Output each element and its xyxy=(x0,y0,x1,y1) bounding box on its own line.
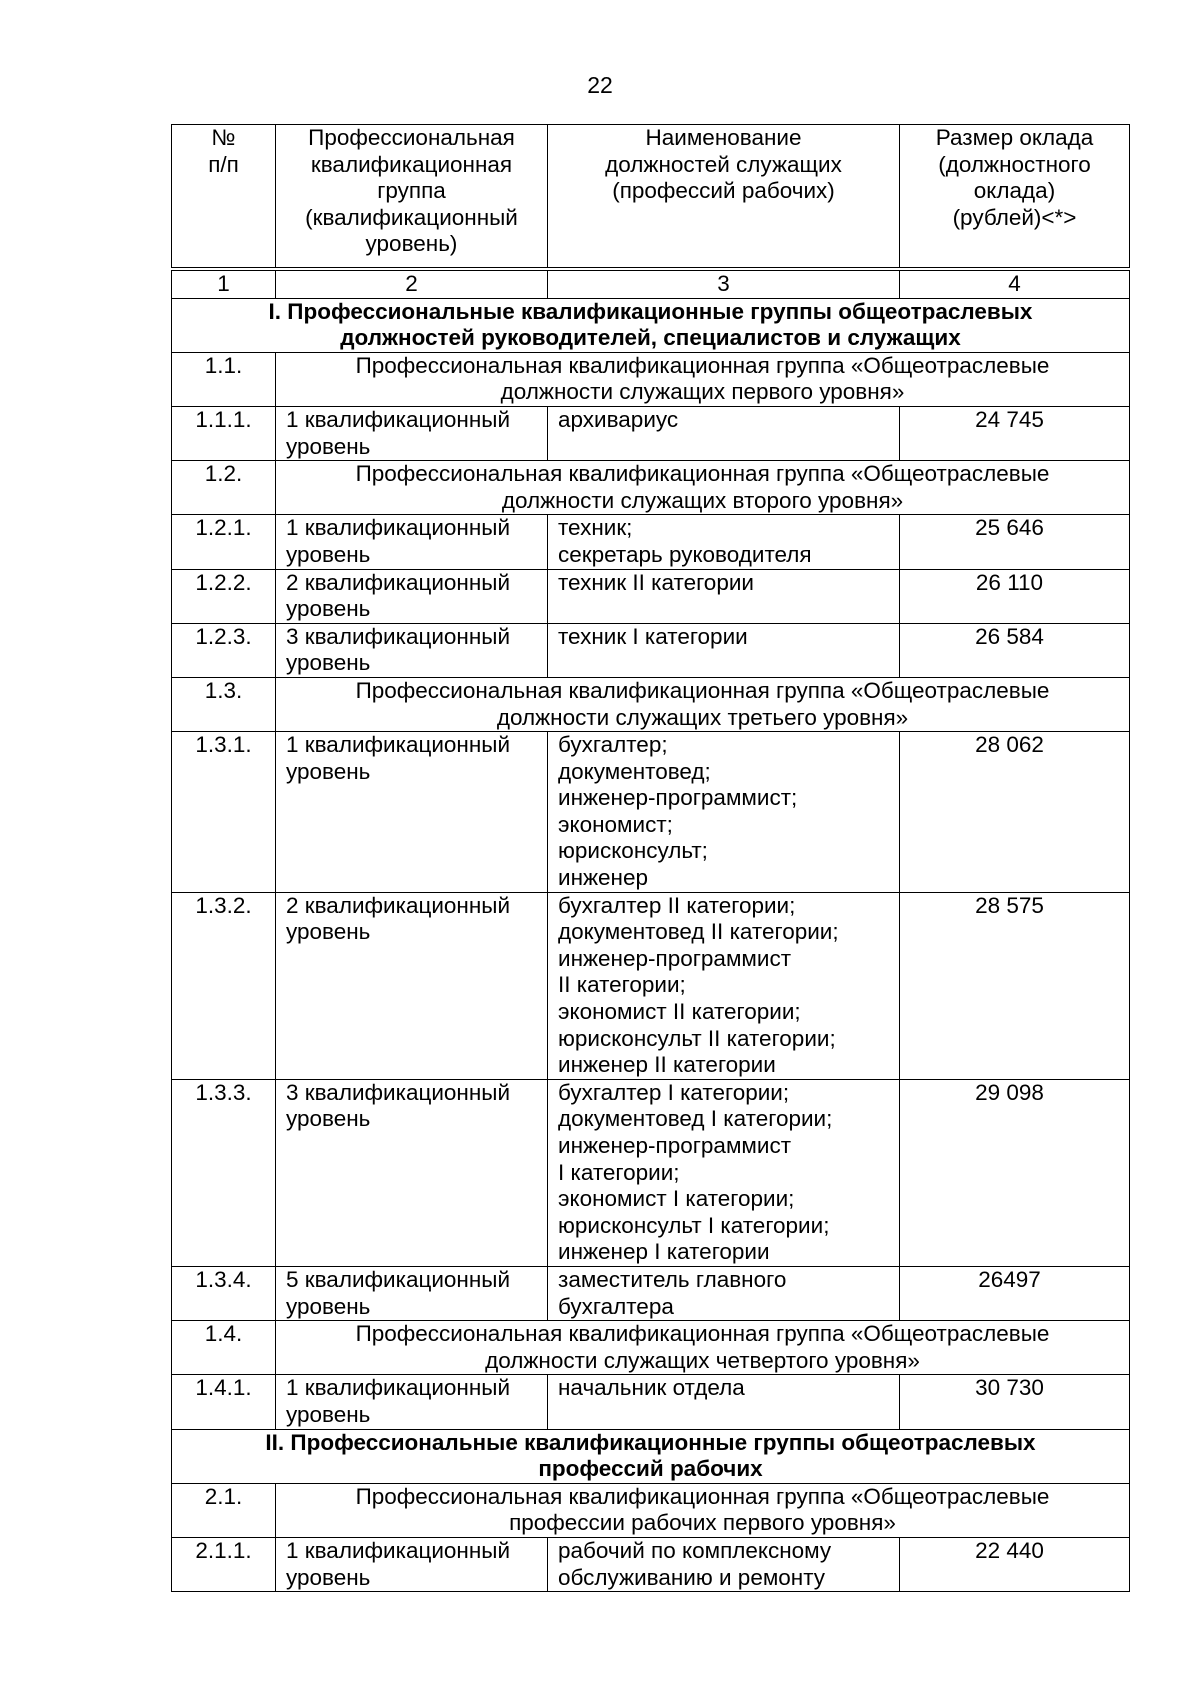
position-names: техник I категории xyxy=(548,623,900,677)
salary-table xyxy=(171,124,1130,1592)
qualification-level: 3 квалификационный уровень xyxy=(276,1079,548,1266)
row-number: 1.1. xyxy=(172,352,276,406)
column-number: 4 xyxy=(900,269,1130,298)
qualification-level: 2 квалификационный уровень xyxy=(276,569,548,623)
table-row xyxy=(172,1375,1130,1429)
header-positions: Наименование должностей служащих (профессий рабочих) xyxy=(548,125,900,270)
qualification-level: 3 квалификационный уровень xyxy=(276,623,548,677)
column-number: 2 xyxy=(276,269,548,298)
row-number: 1.2.1. xyxy=(172,515,276,569)
group-row xyxy=(172,461,1130,515)
salary-value: 26 584 xyxy=(900,623,1130,677)
group-title: Профессиональная квалификационная группа «Общеотраслевые должности служащих первого уровня» xyxy=(276,352,1130,406)
table-row xyxy=(172,1266,1130,1320)
qualification-level: 1 квалификационный уровень xyxy=(276,1537,548,1591)
column-number: 1 xyxy=(172,269,276,298)
position-names: бухгалтер II категории; документовед II категории; инженер-программист II категории; экономист II категории; юрисконсульт II категории; инженер II категории xyxy=(548,892,900,1079)
position-names: заместитель главного бухгалтера xyxy=(548,1266,900,1320)
row-number: 1.2. xyxy=(172,461,276,515)
group-title: Профессиональная квалификационная группа «Общеотраслевые профессии рабочих первого уровня» xyxy=(276,1483,1130,1537)
row-number: 1.3. xyxy=(172,677,276,731)
salary-value: 30 730 xyxy=(900,1375,1130,1429)
row-number: 1.2.3. xyxy=(172,623,276,677)
qualification-level: 1 квалификационный уровень xyxy=(276,1375,548,1429)
position-names: бухгалтер; документовед; инженер-программист; экономист; юрисконсульт; инженер xyxy=(548,732,900,893)
position-names: архивариус xyxy=(548,406,900,460)
table-row xyxy=(172,892,1130,1079)
header-salary: Размер оклада (должностного оклада) (рублей)<*> xyxy=(900,125,1130,270)
row-number: 2.1.1. xyxy=(172,1537,276,1591)
salary-value: 26 110 xyxy=(900,569,1130,623)
table-row xyxy=(172,1537,1130,1591)
section-heading-row xyxy=(172,298,1130,352)
table-row xyxy=(172,515,1130,569)
group-title: Профессиональная квалификационная группа «Общеотраслевые должности служащих четвертого уровня» xyxy=(276,1321,1130,1375)
salary-value: 28 575 xyxy=(900,892,1130,1079)
table-row xyxy=(172,569,1130,623)
position-names: начальник отдела xyxy=(548,1375,900,1429)
qualification-level: 5 квалификационный уровень xyxy=(276,1266,548,1320)
salary-value: 24 745 xyxy=(900,406,1130,460)
row-number: 1.3.1. xyxy=(172,732,276,893)
row-number: 2.1. xyxy=(172,1483,276,1537)
group-row xyxy=(172,1321,1130,1375)
position-names: техник; секретарь руководителя xyxy=(548,515,900,569)
group-row xyxy=(172,1483,1130,1537)
table-row xyxy=(172,406,1130,460)
salary-value: 25 646 xyxy=(900,515,1130,569)
position-names: техник II категории xyxy=(548,569,900,623)
qualification-level: 2 квалификационный уровень xyxy=(276,892,548,1079)
row-number: 1.2.2. xyxy=(172,569,276,623)
section-heading: II. Профессиональные квалификационные группы общеотраслевых профессий рабочих xyxy=(172,1429,1130,1483)
row-number: 1.4.1. xyxy=(172,1375,276,1429)
row-number: 1.3.4. xyxy=(172,1266,276,1320)
table-row xyxy=(172,732,1130,893)
row-number: 1.1.1. xyxy=(172,406,276,460)
header-number: № п/п xyxy=(172,125,276,270)
qualification-level: 1 квалификационный уровень xyxy=(276,515,548,569)
row-number: 1.3.2. xyxy=(172,892,276,1079)
row-number: 1.4. xyxy=(172,1321,276,1375)
salary-value: 26497 xyxy=(900,1266,1130,1320)
column-number: 3 xyxy=(548,269,900,298)
section-heading-row xyxy=(172,1429,1130,1483)
row-number: 1.3.3. xyxy=(172,1079,276,1266)
qualification-level: 1 квалификационный уровень xyxy=(276,732,548,893)
group-row xyxy=(172,352,1130,406)
table-row xyxy=(172,1079,1130,1266)
salary-value: 28 062 xyxy=(900,732,1130,893)
salary-value: 22 440 xyxy=(900,1537,1130,1591)
group-title: Профессиональная квалификационная группа «Общеотраслевые должности служащих третьего уровня» xyxy=(276,677,1130,731)
column-numbers-row xyxy=(172,269,1130,298)
table-row xyxy=(172,623,1130,677)
page-number: 22 xyxy=(587,72,613,98)
position-names: рабочий по комплексному обслуживанию и ремонту xyxy=(548,1537,900,1591)
table-header-row xyxy=(172,125,1130,270)
position-names: бухгалтер I категории; документовед I категории; инженер-программист I категории; экономист I категории; юрисконсульт I категории; инженер I категории xyxy=(548,1079,900,1266)
section-heading: I. Профессиональные квалификационные группы общеотраслевых должностей руководителей, специалистов и служащих xyxy=(172,298,1130,352)
header-group: Профессиональная квалификационная группа (квалификационный уровень) xyxy=(276,125,548,270)
salary-value: 29 098 xyxy=(900,1079,1130,1266)
qualification-level: 1 квалификационный уровень xyxy=(276,406,548,460)
group-title: Профессиональная квалификационная группа «Общеотраслевые должности служащих второго уровня» xyxy=(276,461,1130,515)
group-row xyxy=(172,677,1130,731)
